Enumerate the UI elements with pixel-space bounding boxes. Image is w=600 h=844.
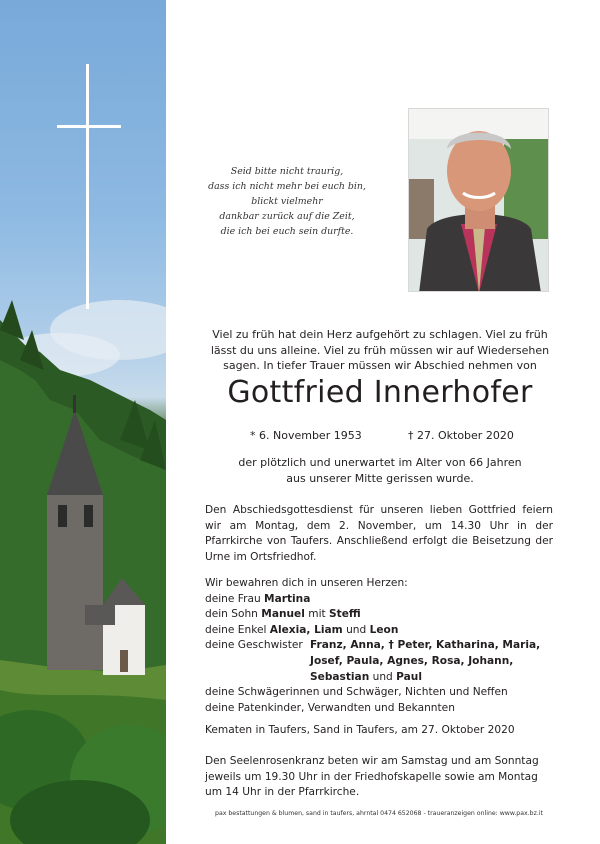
birth-date: * 6. November 1953 (250, 429, 362, 442)
rosary-text (205, 754, 553, 801)
grandchildren-label: deine Enkel (205, 623, 267, 636)
death-date: † 27. Oktober 2020 (408, 429, 514, 442)
grandchildren-and: und (346, 623, 367, 636)
age-line: aus unserer Mitte gerissen wurde. (286, 471, 474, 485)
rosary-line: jeweils um 19.30 Uhr in der Friedhofskapelle sowie am Montag (205, 770, 538, 783)
intro-line: lässt du uns alleine. Viel zu früh müssen wir auf Wiedersehen (210, 343, 550, 357)
siblings-line: Sebastian (310, 670, 370, 683)
poem-line: dass ich nicht mehr bei euch bin, (208, 181, 366, 192)
family-heading: Wir bewahren dich in unseren Herzen: (205, 577, 408, 589)
poem-line: blickt vielmehr (251, 196, 323, 207)
family-row-inlaws: deine Schwägerinnen und Schwäger, Nichten und Neffen (205, 686, 508, 699)
family-row-son (205, 607, 553, 623)
siblings-line: Josef, Paula, Agnes, Rosa, Johann, (310, 654, 514, 667)
poem-line: die ich bei euch sein durfte. (220, 226, 354, 237)
deceased-name: Gottfried Innerhofer (227, 375, 533, 410)
service-line: wir am Montag, dem 2. November, um 14.30 Uhr in der (205, 519, 553, 532)
family-row-grandchildren (205, 623, 553, 639)
family-list (205, 576, 553, 716)
place-date: Kematen in Taufers, Sand in Taufers, am 27. Oktober 2020 (205, 724, 515, 736)
son-partner-name: Steffi (329, 608, 361, 621)
siblings-and: und (372, 670, 393, 683)
son-name: Manuel (261, 608, 305, 621)
son-label: dein Sohn (205, 608, 258, 621)
portrait-photo (408, 108, 549, 292)
wife-label: deine Frau (205, 592, 261, 605)
family-row-wife (205, 592, 553, 608)
portrait-illustration (409, 109, 549, 292)
rosary-line: um 14 Uhr in der Pfarrkirche. (205, 786, 360, 799)
sibling-last-name: Paul (396, 670, 422, 683)
service-line: Pfarrkirche von Taufers. Anschließend erfolgt die Beisetzung der (205, 535, 553, 548)
landscape-illustration (0, 0, 166, 844)
age-line: der plötzlich und unerwartet im Alter von 66 Jahren (238, 456, 522, 469)
siblings-label: deine Geschwister (205, 639, 303, 652)
family-row-siblings (205, 638, 553, 685)
grandchild-last-name: Leon (369, 623, 399, 636)
rosary-line: Den Seelenrosenkranz beten wir am Samstag und am Sonntag (205, 755, 539, 767)
wife-name: Martina (264, 592, 311, 605)
funeral-service-text (205, 503, 553, 565)
intro-line: Viel zu früh hat dein Herz aufgehört zu schlagen. Viel zu früh (212, 328, 548, 341)
poem-line: dankbar zurück auf die Zeit, (219, 211, 355, 222)
grandchildren-names: Alexia, Liam (269, 623, 343, 636)
service-line: Den Abschiedsgottesdienst für unseren lieben Gottfried feiern (205, 504, 553, 516)
siblings-line: Franz, Anna, † Peter, Katharina, Maria, (310, 639, 541, 652)
cross-icon (57, 64, 121, 309)
son-with: mit (308, 608, 326, 621)
poem (182, 164, 392, 239)
family-row-godchildren: deine Patenkinder, Verwandten und Bekannten (205, 701, 455, 714)
service-line: Urne im Ortsfriedhof. (205, 550, 317, 563)
footer-credit: pax bestattungen & blumen, sand in taufers, ahrntal 0474 652068 - traueranzeigen online: www.pax.bz.it (215, 810, 543, 817)
intro-text (200, 327, 560, 374)
church-landscape-image (0, 0, 166, 844)
age-text (200, 455, 560, 486)
poem-line: Seid bitte nicht traurig, (230, 166, 344, 177)
intro-line: sagen. In tiefer Trauer müssen wir Abschied nehmen von (223, 359, 537, 373)
